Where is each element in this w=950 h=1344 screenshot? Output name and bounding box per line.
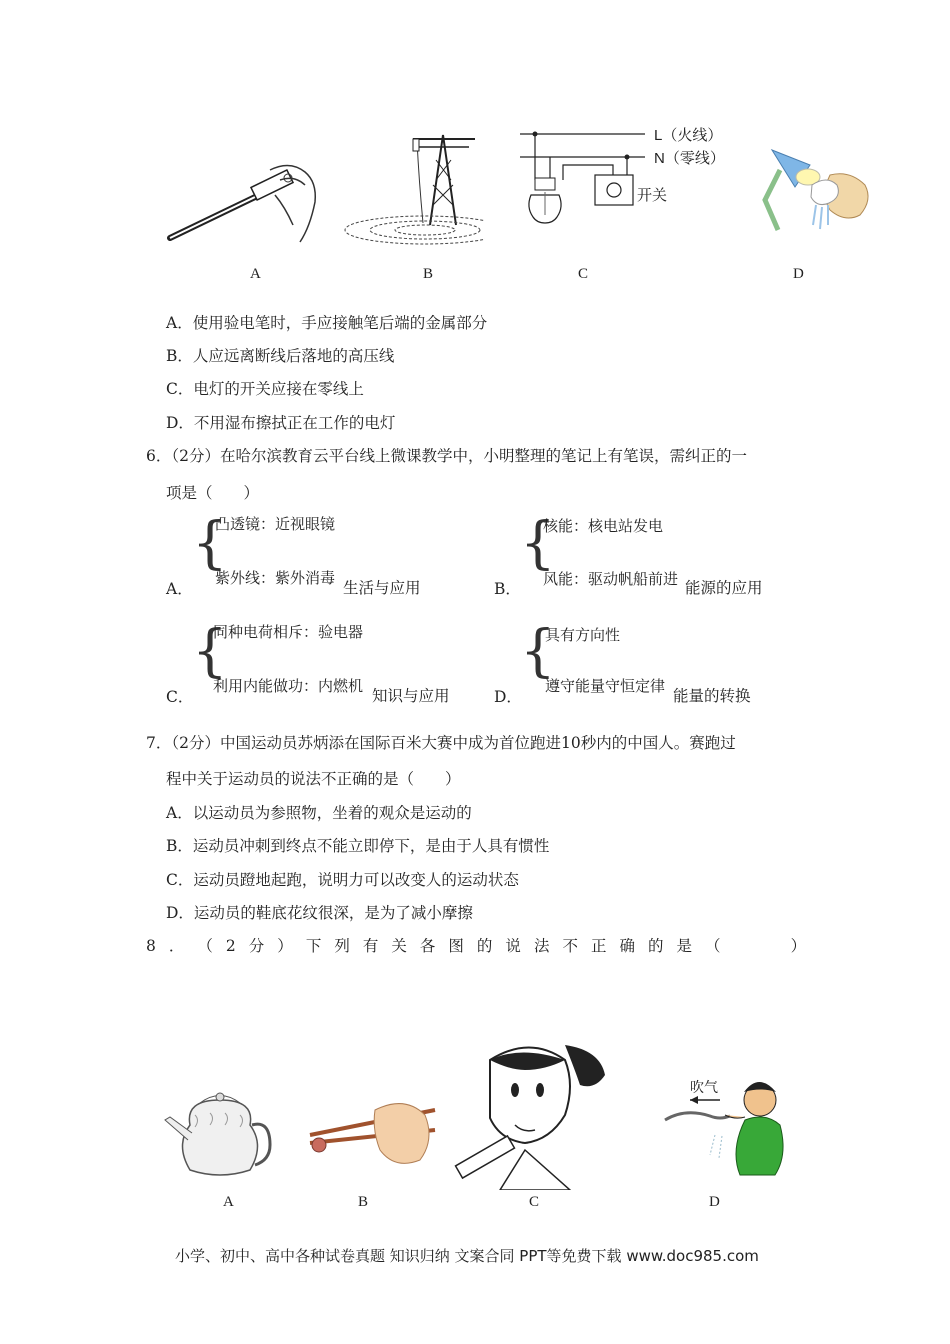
- q8-figure-label: D: [709, 1194, 720, 1210]
- q6-note-bottom: 利用内能做功：内燃机: [213, 678, 364, 695]
- q7-option-d: D．运动员的鞋底花纹很深，是为了减小摩擦: [166, 904, 473, 922]
- q5-figure-label: B: [423, 266, 434, 282]
- q6-note-top: 凸透镜：近视眼镜: [215, 516, 336, 533]
- flute-girl-icon: [450, 1040, 615, 1190]
- blowing-boy-icon: [660, 1070, 790, 1180]
- test-pen-icon: [160, 150, 330, 250]
- q5-figure-label: A: [250, 266, 261, 282]
- q6-category: 知识与应用: [372, 687, 450, 705]
- circuit-N-label: N（零线）: [654, 150, 725, 167]
- q6-note-top: 具有方向性: [545, 627, 621, 644]
- q6-option-letter: A．: [166, 580, 193, 598]
- brace-icon: {: [520, 619, 556, 684]
- q8-stem: 8 ． （ 2 分 ） 下 列 有 关 各 图 的 说 法 不 正 确 的 是 （ ）: [146, 937, 807, 955]
- brace-icon: {: [192, 511, 228, 576]
- q6-note-top: 同种电荷相斥：验电器: [213, 624, 364, 641]
- q6-category: 能源的应用: [685, 579, 763, 597]
- power-tower-icon: [335, 125, 485, 255]
- q7-option-b: B．运动员冲刺到终点不能立即停下，是由于人具有惯性: [166, 837, 550, 855]
- q7-stem-cont: 程中关于运动员的说法不正确的是（ ）: [166, 770, 461, 788]
- q5-option-c: C．电灯的开关应接在零线上: [166, 380, 364, 398]
- q6-option-letter: C．: [166, 688, 194, 706]
- q6-category: 能量的转换: [673, 687, 751, 705]
- q6-stem: 6．（2分）在哈尔滨教育云平台线上微课教学中，小明整理的笔记上有笔误，需纠正的一: [146, 447, 747, 465]
- q5-figure-label: D: [793, 266, 804, 282]
- q6-note-bottom: 遵守能量守恒定律: [545, 678, 666, 695]
- q7-option-a: A．以运动员为参照物，坐着的观众是运动的: [166, 804, 472, 822]
- q6-note-top: 核能：核电站发电: [543, 518, 664, 535]
- chopsticks-icon: [305, 1095, 440, 1175]
- q5-figure-label: C: [578, 266, 589, 282]
- lamp-wipe-icon: [750, 145, 880, 245]
- q5-option-b: B．人应远离断线后落地的高压线: [166, 347, 395, 365]
- q5-option-a: A．使用验电笔时，手应接触笔后端的金属部分: [166, 314, 488, 332]
- q8-figure-label: B: [358, 1194, 369, 1210]
- q7-option-c: C．运动员蹬地起跑，说明力可以改变人的运动状态: [166, 871, 519, 889]
- blow-label: 吹气: [690, 1079, 718, 1095]
- q6-note-bottom: 紫外线：紫外消毒: [215, 570, 336, 587]
- q5-option-d: D．不用湿布擦拭正在工作的电灯: [166, 414, 396, 432]
- q7-stem: 7．（2分）中国运动员苏炳添在国际百米大赛中成为首位跑进10秒内的中国人。赛跑过: [146, 734, 736, 752]
- q6-option-letter: B．: [494, 580, 521, 598]
- q8-figure-label: C: [529, 1194, 540, 1210]
- q6-category: 生活与应用: [343, 579, 421, 597]
- brace-icon: {: [520, 511, 556, 576]
- q6-option-letter: D．: [494, 688, 522, 706]
- circuit-switch-label: 开关: [637, 187, 668, 204]
- q8-figure-label: A: [223, 1194, 234, 1210]
- q6-note-bottom: 风能：驱动帆船前进: [543, 571, 679, 588]
- q6-stem-cont: 项是（ ）: [166, 484, 260, 502]
- teapot-icon: [160, 1085, 275, 1185]
- brace-icon: {: [192, 619, 228, 684]
- circuit-L-label: L（火线）: [654, 127, 723, 144]
- page-footer: 小学、初中、高中各种试卷真题 知识归纳 文案合同 PPT等免费下载 www.doc985.com: [175, 1247, 759, 1265]
